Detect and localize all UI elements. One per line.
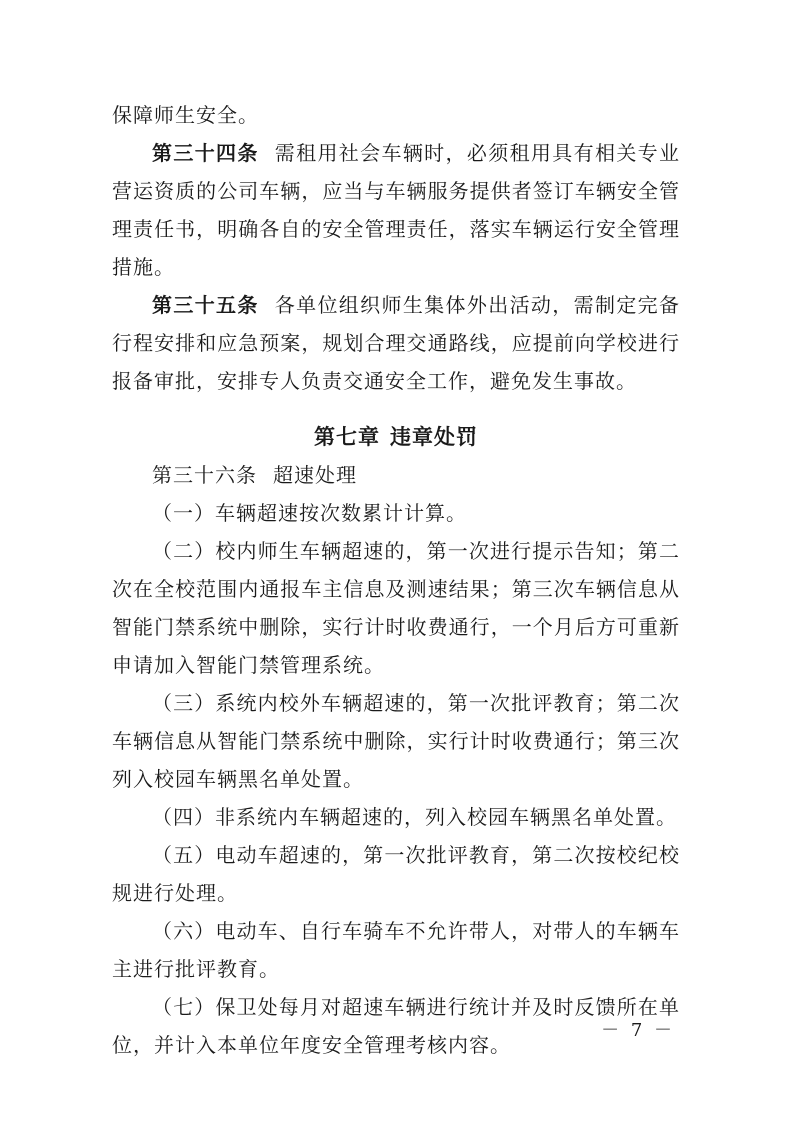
article-34 — [112, 134, 680, 286]
article-35-label: 第三十五条 — [152, 293, 259, 317]
article-36-label: 第三十六条 — [152, 463, 257, 487]
list-item: （三）系统内校外车辆超速的，第一次批评教育；第二次车辆信息从智能门禁系统中删除，实行计时收费通行；第三次列入校园车辆黑名单处置。 — [112, 691, 680, 791]
list-item: （二）校内师生车辆超速的，第一次进行提示告知；第二次在全校范围内通报车主信息及测速结果；第三次车辆信息从智能门禁系统中删除，实行计时收费通行，一个月后方可重新申请加入智能门禁管理系统。 — [112, 539, 680, 677]
chapter-title: 违章处罚 — [390, 424, 478, 449]
list-item: （五）电动车超速的，第一次批评教育，第二次按校纪校规进行处理。 — [112, 843, 680, 905]
article-35 — [112, 286, 680, 400]
article-34-label: 第三十四条 — [152, 141, 259, 165]
chapter-number: 第七章 — [314, 424, 380, 449]
page-number: － 7 － — [601, 1020, 675, 1041]
chapter-heading — [112, 418, 680, 456]
list-item: （七）保卫处每月对超速车辆进行统计并及时反馈所在单位，并计入本单位年度安全管理考核内容。 — [112, 995, 680, 1057]
list-item: （四）非系统内车辆超速的，列入校园车辆黑名单处置。 — [152, 805, 677, 829]
list-item: （六）电动车、自行车骑车不允许带人，对带人的车辆车主进行批评教育。 — [112, 919, 680, 981]
article-34-text: 需租用社会车辆时，必须租用具有相关专业营运资质的公司车辆，应当与车辆服务提供者签订车辆安全管理责任书，明确各自的安全管理责任，落实车辆运行安全管理措施。 — [112, 141, 681, 279]
document-page — [112, 96, 680, 1064]
article-35-text: 各单位组织师生集体外出活动，需制定完备行程安排和应急预案，规划合理交通路线，应提前向学校进行报备审批，安排专人负责交通安全工作，避免发生事故。 — [112, 293, 681, 393]
list-item: （一）车辆超速按次数累计计算。 — [152, 501, 467, 525]
article-36-text: 超速处理 — [273, 463, 357, 487]
article-36 — [112, 456, 680, 494]
paragraph-continuation: 保障师生安全。 — [112, 103, 259, 127]
